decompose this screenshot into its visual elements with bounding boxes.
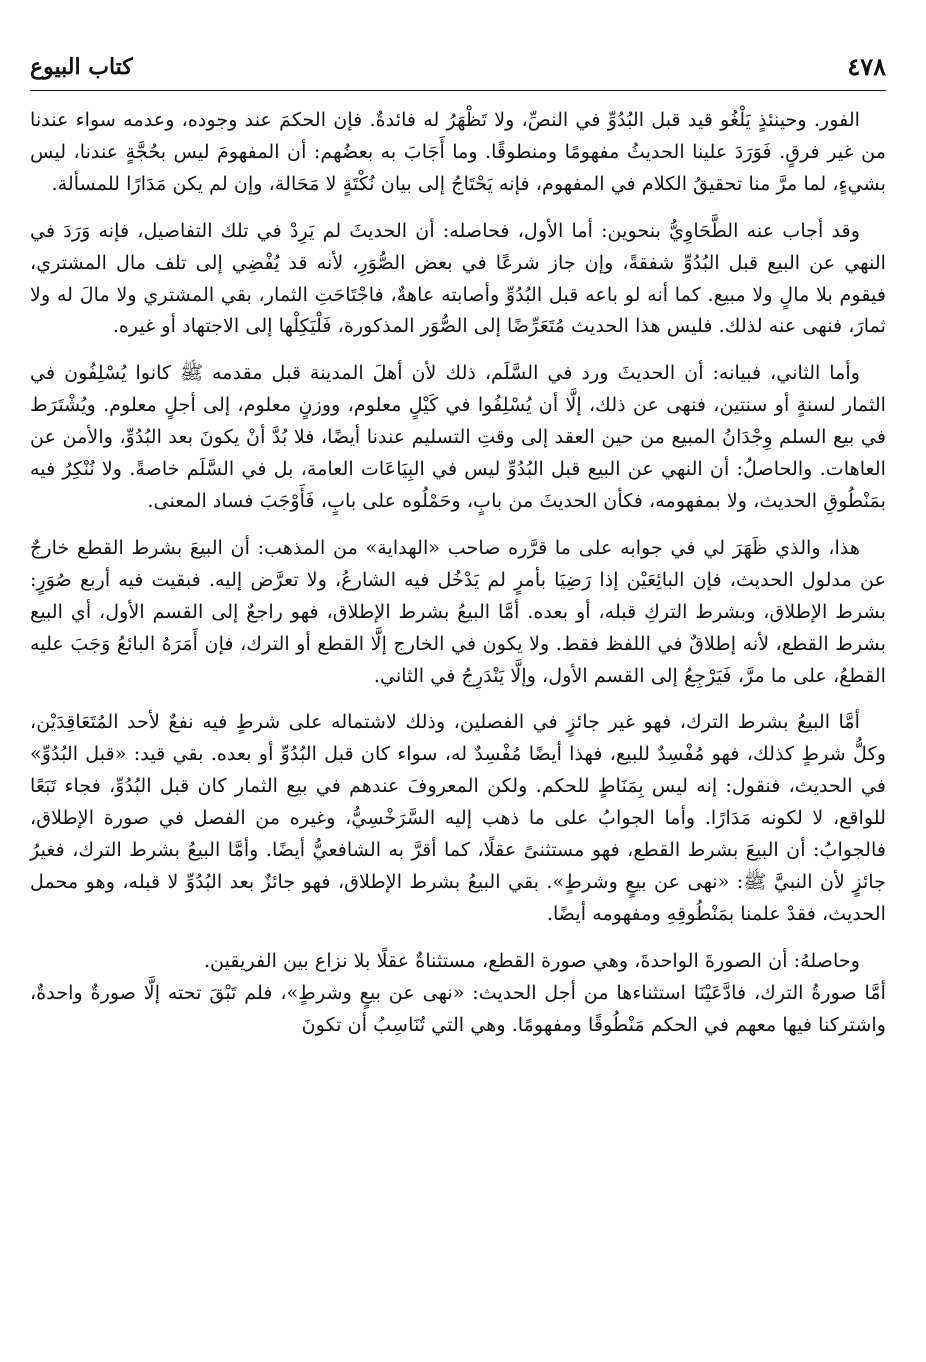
paragraph: أمَّا صورةُ الترك، فادَّعَيْنَا استثناءها من أجل الحديث: «نهى عن بيعٍ وشرطٍ»، فلم تَبْقَ تحته إلَّا صورةٌ واحدةٌ، واشتركنا فيها معهم في الحكم مَنْطُوقًا ومفهومًا. وهي التي تُنَاسِبُ أن تكونَ bbox=[30, 980, 886, 1036]
page-body bbox=[30, 104, 886, 1040]
running-title: كتاب البيوع bbox=[30, 54, 133, 80]
paragraph: وأما الثاني، فبيانه: أن الحديثَ ورد في السَّلَم، ذلك لأن أهلَ المدينة قبل مقدمه ﷺ كانوا يُسْلِفُون في الثمار لسنةٍ أو سنتين، فنهى عن ذلك، إلَّا أن يُسْلِفُوا في كَيْلٍ معلوم، ووزنٍ معلوم، إلى أجلٍ معلوم. ويُشْتَرَط في بيع السلم وِجْدَانُ المبيع من حين العقد إلى وقتِ التسليم عندنا أيضًا، فلا بُدَّ أنْ يكونَ بعد البُدُوِّ، والأمن عن العاهات. والحاصلُ: أن النهي عن البيع قبل البُدُوِّ ليس في البِيَاعَات العامة، بل في السَّلَم خاصةً. ولا نُنْكِرُ فيه بمَنْطُوقِ الحديث، ولا بمفهومه، فكأن الحديثَ من بابٍ، وحَمْلُوه على بابٍ، فَأَوْجَبَ فساد المعنى. bbox=[30, 361, 886, 512]
paragraph: أمَّا البيعُ بشرط الترك، فهو غير جائزٍ في الفصلين، وذلك لاشتماله على شرطٍ فيه نفعٌ لأحد المُتَعَاقِدَيْن، وكلُّ شرطٍ كذلك، فهو مُفْسِدٌ للبيع، فهذا أيضًا مُفْسِدٌ له، سواء كان قبل البُدُوِّ أو بعده. بقي قيد: «قبل البُدُوِّ» في الحديث، فنقول: إنه ليس بِمَنَاطٍ للحكم. ولكن المعروفَ عندهم في بيع الثمار كان قبل البُدُوِّ، فجاء تَبَعًا للواقع، لا لكونه مَدَارًا. وأما الجوابُ على ما ذهب إليه السَّرَخْسِيُّ، وغيره من الفصل في صورة الإطلاق، فالجوابُ: أن البيعَ بشرط القطع، فهو مستثنىً عقلًا، كما أقرَّ به الشافعيُّ أيضًا. وأمَّا البيعُ بشرط الترك، فغيرُ جائزٍ لأن النبيَّ ﷺ: «نهى عن بيعٍ وشرطٍ». بقي البيعُ بشرط الإطلاق، فهو جائزٌ بعد البُدُوِّ لا قبله، وهو محمل الحديث، فقدْ علمنا بمَنْطُوقِهِ ومفهومه أيضًا. bbox=[30, 710, 886, 925]
page-header bbox=[30, 52, 886, 91]
paragraph: وحاصلهُ: أن الصورةَ الواحدةَ، وهي صورة القطع، مستثناةٌ عقلًا بلا نزاع بين الفريقين. bbox=[203, 948, 860, 972]
paragraph: وقد أجاب عنه الطَّحَاوِيُّ بنحوين: أما الأول، فحاصله: أن الحديثَ لم يَرِدْ في تلك التفاصيل، فإنه وَرَدَ في النهي عن البيع قبل البُدُوِّ شفقةً، وإن جاز شرعًا في بعض الصُّوَرِ، لأنه قد يُفْضِي إلى تلف مال المشتري، فيقوم بلا مالٍ ولا مبيع. كما أنه لو باعه قبل البُدُوِّ وأصابته عاهةٌ، فاجْتَاحَتِ الثمار، بقي المشتري ولا مالَ له ولا ثمارَ، فنهى عنه لذلك. فليس هذا الحديث مُتَعَرِّضًا إلى الصُّوَر المذكورة، فَلْيَكِلْها إلى الاجتهاد أو غيره. bbox=[30, 218, 886, 338]
paragraph: الفور. وحينئذٍ يَلْغُو قيد قبل البُدُوِّ في النصِّ، ولا تَظْهَرُ له فائدةٌ. فإن الحكمَ عند وجوده، وعدمه سواء عندنا من غير فرقٍ. فَوَرَدَ علينا الحديثُ مفهومًا ومنطوقًا. وما أَجَابَ به بعضُهم: أن المفهومَ ليس بحُجَّةٍ عندنا، ليس بشيءٍ، لما مرَّ منا تحقيقُ الكلام في المفهوم، فإنه يَحْتَاجُ إلى بيان نُكْتَةٍ لا مَحَالة، وإن لم يكن مَدَارًا للمسألة. bbox=[30, 108, 886, 195]
paragraph: هذا، والذي ظَهَرَ لي في جوابه على ما قرَّره صاحب «الهداية» من المذهب: أن البيعَ بشرط القطع خارجٌ عن مدلول الحديث، فإن البائِعَيْن إذا رَضِيَا بأمرٍ لم يَدْخُل فيه الشارعُ، ولا تعرَّض إليه. فبقيت فيه أربع صُوَرٍ: بشرط الإطلاق، وبشرط التركِ قبله، أو بعده. أمَّا البيعُ بشرط الإطلاق، فهو راجعٌ إلى القسم الأول، أي البيع بشرط القطع، لأنه إطلاقٌ في اللفظ فقط. ولا يكون في الخارج إلَّا القطع أو الترك، فإن أَمَرَهُ البائعُ وَجَبَ عليه القطعُ، على ما مرَّ، فَيَرْجِعُ إلى القسم الأول، وإلَّا يَنْدَرِجُ في الثاني. bbox=[30, 535, 886, 687]
page-number: ٤٧٨ bbox=[847, 52, 886, 81]
